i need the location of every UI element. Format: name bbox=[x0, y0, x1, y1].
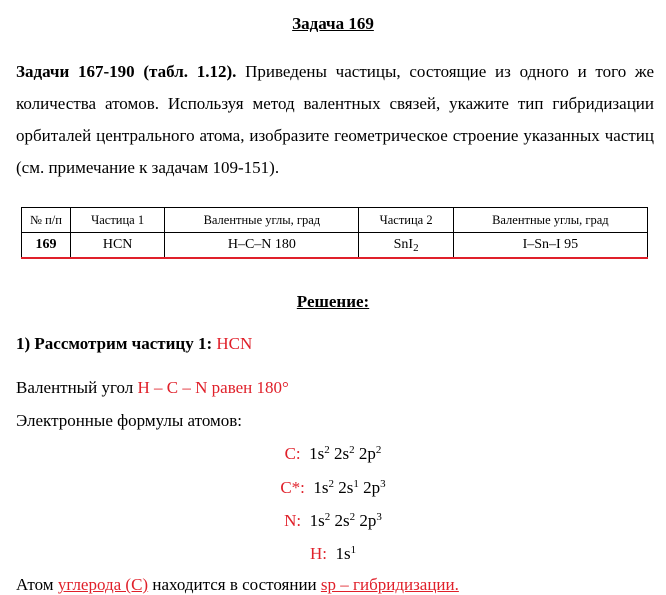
electron-formula bbox=[0, 511, 666, 531]
orbital-term: $2p^2$ bbox=[358, 444, 382, 463]
orbital-term: $1s^2$ bbox=[313, 478, 335, 497]
formula-atom-label: N: bbox=[284, 511, 302, 530]
cell-particle1: HCN bbox=[71, 233, 165, 259]
cell-particle2: SnI$_2$ bbox=[359, 233, 453, 259]
table-header: Частица 1 bbox=[71, 208, 165, 233]
problem-title: Задача 169 bbox=[292, 14, 374, 33]
table-header-row bbox=[22, 208, 648, 233]
particle-1-name: HCN bbox=[216, 334, 253, 353]
electron-formula bbox=[0, 478, 666, 498]
task-bold-prefix: Задачи 167-190 (табл. 1.12). bbox=[16, 62, 237, 81]
orbital-term: $2p^3$ bbox=[363, 478, 386, 497]
solution-title: Решение: bbox=[296, 292, 370, 311]
particles-table bbox=[21, 207, 648, 259]
orbital-term: $2s^2$ bbox=[334, 511, 356, 530]
step-1-heading: 1) Рассмотрим частицу 1: HCN bbox=[16, 334, 253, 353]
orbital-term: $1s^1$ bbox=[335, 544, 357, 563]
orbital-term: $2p^3$ bbox=[359, 511, 382, 530]
orbital-term: $2s^1$ bbox=[338, 478, 359, 497]
table-header: Частица 2 bbox=[359, 208, 453, 233]
task-text: Приведены частицы, состоящие из одного и того же количества атомов. Используя метод валентных связей, укажите тип гибридизации орбиталей центрального атома, изобразите геометрическое строение указанных частиц (см. примечание к задачам 109-151). bbox=[16, 62, 654, 177]
hybridization-line: Атом углерода (С) находится в состоянии sp – гибридизации. bbox=[16, 575, 459, 594]
electron-formula bbox=[0, 444, 666, 464]
formula-atom-label: C: bbox=[284, 444, 301, 463]
formula-atom-label: H: bbox=[309, 544, 327, 563]
table-header: № п/п bbox=[22, 208, 71, 233]
task-statement bbox=[16, 56, 654, 184]
electron-formula bbox=[0, 544, 666, 564]
table-header: Валентные углы, град bbox=[165, 208, 359, 233]
valence-angle-line: Валентный угол H – C – N равен 180° bbox=[16, 378, 289, 397]
table-row bbox=[22, 233, 648, 259]
orbital-term: $2s^2$ bbox=[334, 444, 355, 463]
electron-formulas-label: Электронные формулы атомов: bbox=[16, 411, 243, 430]
cell-angles2: I–Sn–I 95 bbox=[453, 233, 647, 259]
table-header: Валентные углы, град bbox=[453, 208, 647, 233]
formula-atom-label: C*: bbox=[280, 478, 305, 497]
cell-number: 169 bbox=[22, 233, 71, 259]
orbital-term: $1s^2$ bbox=[309, 511, 331, 530]
cell-angles1: H–C–N 180 bbox=[165, 233, 359, 259]
orbital-term: $1s^2$ bbox=[309, 444, 330, 463]
